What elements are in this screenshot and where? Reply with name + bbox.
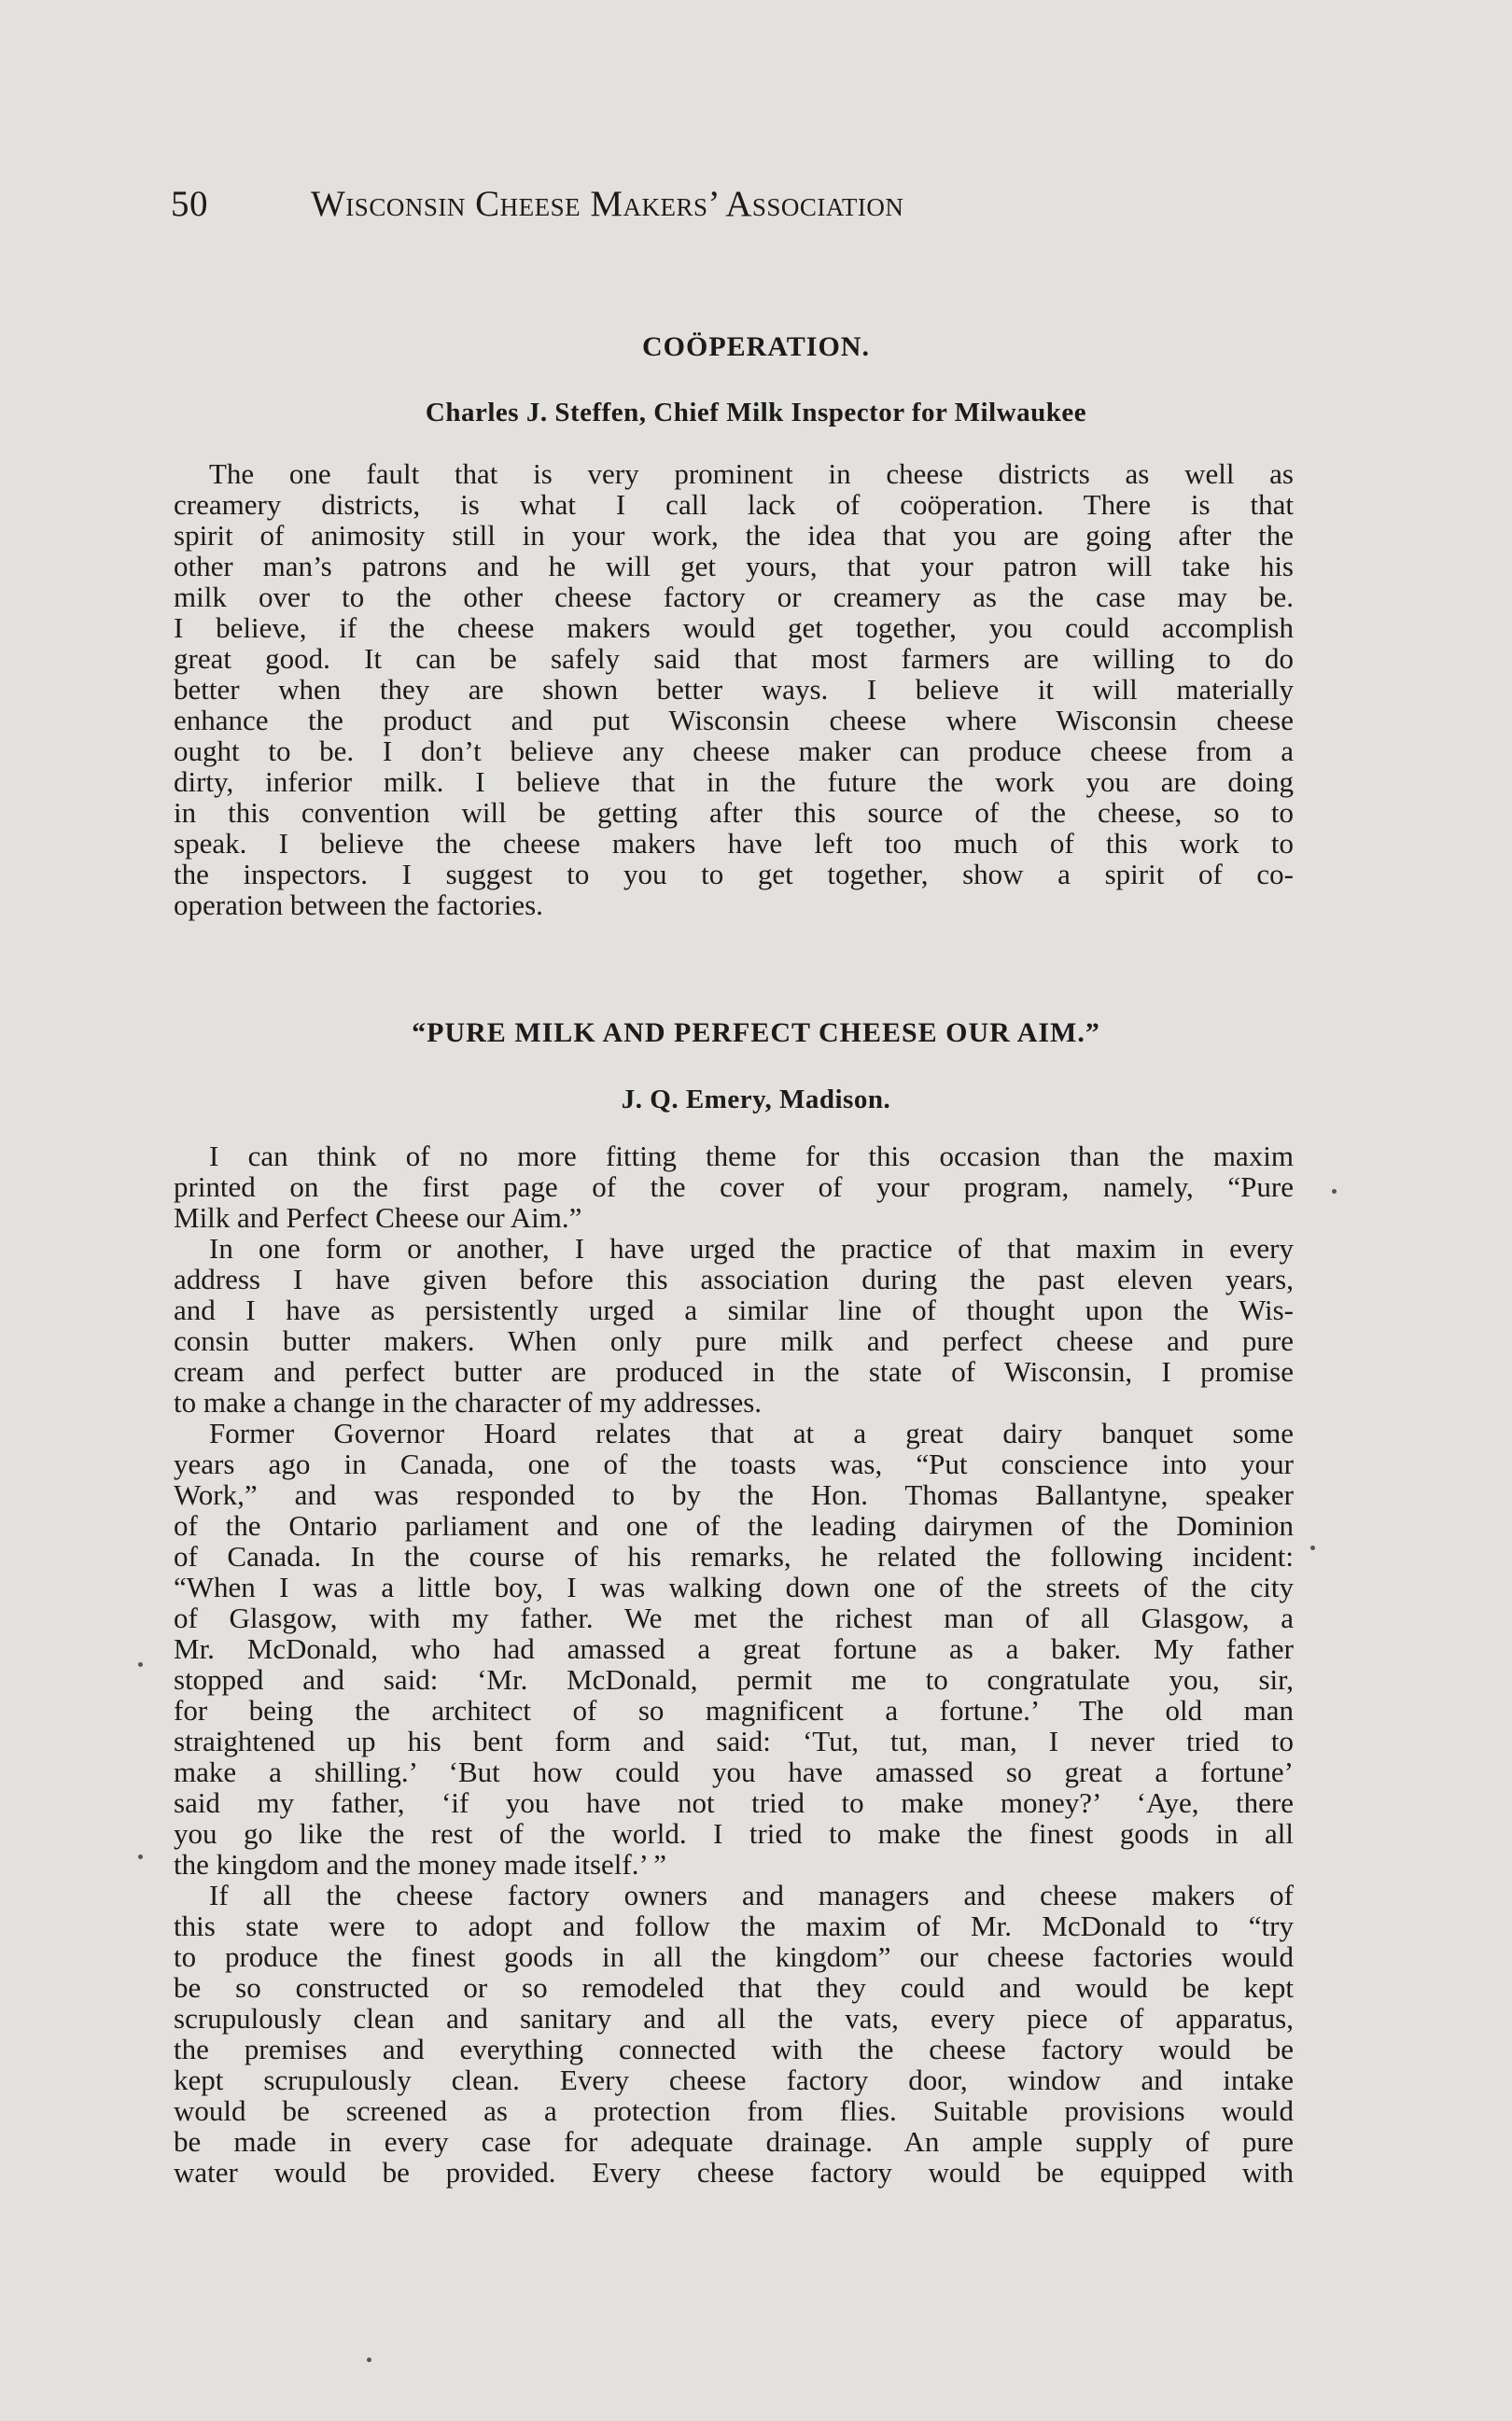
text-line: other man’s patrons and he will get yours, that your patron will take his (174, 550, 1294, 582)
article-byline-steffen: Charles J. Steffen, Chief Milk Inspector for Milwaukee (425, 398, 1087, 427)
text-line: spirit of animosity still in your work, the idea that you are going after the (174, 519, 1294, 552)
text-line: of Glasgow, with my father. We met the richest man of all Glasgow, a (174, 1602, 1294, 1634)
running-head (171, 183, 903, 225)
text-line: better when they are shown better ways. I believe it will materially (174, 673, 1294, 706)
text-line: address I have given before this association during the past eleven years, (174, 1263, 1294, 1295)
text-line: water would be provided. Every cheese factory would be equipped with (174, 2156, 1294, 2189)
paper-speck (367, 2358, 371, 2362)
text-line: printed on the first page of the cover of your program, namely, “Pure (174, 1170, 1294, 1203)
text-line: kept scrupulously clean. Every cheese factory door, window and intake (174, 2064, 1294, 2096)
text-line: would be screened as a protection from flies. Suitable provisions would (174, 2094, 1294, 2127)
paper-speck (1332, 1189, 1337, 1194)
text-line: stopped and said: ‘Mr. McDonald, permit me to congratulate you, sir, (174, 1663, 1294, 1696)
text-line: dirty, inferior milk. I believe that in the future the work you are doing (174, 765, 1294, 798)
text-line: the premises and everything connected with the cheese factory would be (174, 2033, 1294, 2065)
paper-speck (1310, 1546, 1315, 1550)
text-line: cream and perfect butter are produced in the state of Wisconsin, I promise (174, 1355, 1294, 1388)
article-title-pure-milk: “PURE MILK AND PERFECT CHEESE OUR AIM.” (412, 1017, 1100, 1048)
text-line: you go like the rest of the world. I tried to make the finest goods in all (174, 1817, 1294, 1850)
text-line: of the Ontario parliament and one of the leading dairymen of the Dominion (174, 1509, 1294, 1542)
text-line: great good. It can be safely said that most farmers are willing to do (174, 642, 1294, 675)
text-line: enhance the product and put Wisconsin cheese where Wisconsin cheese (174, 704, 1294, 736)
text-line: straightened up his bent form and said: ‘Tut, tut, man, I never tried to (174, 1725, 1294, 1757)
text-line: speak. I believe the cheese makers have left too much of this work to (174, 827, 1294, 860)
article-byline-emery: J. Q. Emery, Madison. (621, 1085, 891, 1114)
text-line: years ago in Canada, one of the toasts was, “Put conscience into your (174, 1448, 1294, 1480)
text-line: the kingdom and the money made itself.’ ” (174, 1848, 666, 1881)
text-line: said my father, ‘if you have not tried to make money?’ ‘Aye, there (174, 1786, 1294, 1819)
text-line: of Canada. In the course of his remarks, he related the following incident: (174, 1540, 1294, 1573)
text-line: make a shilling.’ ‘But how could you have amassed so great a fortune’ (174, 1756, 1294, 1788)
text-line: ought to be. I don’t believe any cheese maker can produce cheese from a (174, 735, 1294, 767)
text-line: scrupulously clean and sanitary and all the vats, every piece of apparatus, (174, 2002, 1294, 2035)
publication-title: Wisconsin Cheese Makers’ Association (311, 184, 904, 224)
text-line: milk over to the other cheese factory or creamery as the case may be. (174, 581, 1294, 613)
text-line: this state were to adopt and follow the maxim of Mr. McDonald to “try (174, 1910, 1294, 1942)
text-line: “When I was a little boy, I was walking down one of the streets of the city (174, 1571, 1294, 1603)
text-line: In one form or another, I have urged the practice of that maxim in every (209, 1232, 1294, 1265)
paper-speck (138, 1854, 143, 1859)
text-line: in this convention will be getting after this source of the cheese, so to (174, 796, 1294, 829)
text-line: Work,” and was responded to by the Hon. Thomas Ballantyne, speaker (174, 1478, 1294, 1511)
text-line: consin butter makers. When only pure milk and perfect cheese and pure (174, 1324, 1294, 1357)
text-line: to make a change in the character of my addresses. (174, 1386, 763, 1419)
text-line: be so constructed or so remodeled that they could and would be kept (174, 1971, 1294, 2004)
text-line: operation between the factories. (174, 889, 543, 921)
text-line: I believe, if the cheese makers would get together, you could accomplish (174, 611, 1294, 644)
text-line: Milk and Perfect Cheese our Aim.” (174, 1201, 582, 1234)
paper-speck (138, 1662, 143, 1667)
text-line: the inspectors. I suggest to you to get together, show a spirit of co- (174, 858, 1294, 890)
text-line: Former Governor Hoard relates that at a great dairy banquet some (209, 1417, 1294, 1449)
text-line: be made in every case for adequate drainage. An ample supply of pure (174, 2125, 1294, 2158)
text-line: Mr. McDonald, who had amassed a great fortune as a baker. My father (174, 1632, 1294, 1665)
text-line: If all the cheese factory owners and managers and cheese makers of (209, 1879, 1294, 1911)
text-line: creamery districts, is what I call lack of coöperation. There is that (174, 488, 1294, 521)
page-number: 50 (171, 184, 208, 224)
text-line: I can think of no more fitting theme for this occasion than the maxim (209, 1140, 1294, 1172)
text-line: to produce the finest goods in all the kingdom” our cheese factories would (174, 1940, 1294, 1973)
text-line: for being the architect of so magnificent a fortune.’ The old man (174, 1694, 1294, 1727)
text-line: and I have as persistently urged a similar line of thought upon the Wis- (174, 1294, 1294, 1326)
text-line: The one fault that is very prominent in cheese districts as well as (209, 457, 1294, 490)
article-title-cooperation: COÖPERATION. (642, 331, 870, 362)
